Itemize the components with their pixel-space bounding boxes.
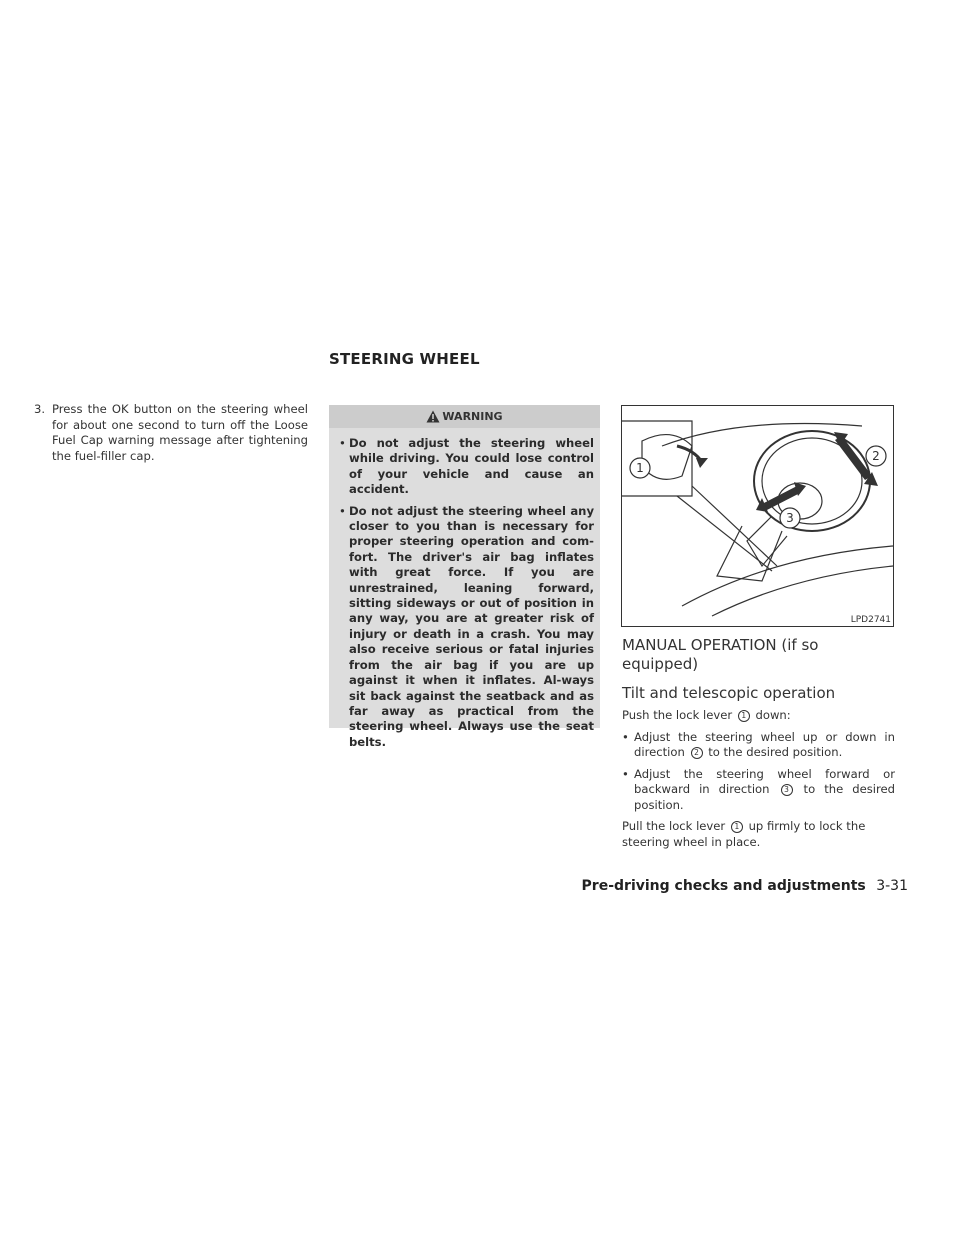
pull-instruction xyxy=(622,819,895,850)
step-3 xyxy=(34,402,308,464)
page-number: 3-31 xyxy=(876,878,908,894)
bullet-2-text: Adjust the steering wheel forward or backward in direction xyxy=(634,766,895,796)
warning-title: WARNING xyxy=(442,410,503,423)
warning-item xyxy=(339,504,594,751)
figure-code: LPD2741 xyxy=(850,615,891,625)
warning-item-text: Do not adjust the steering wheel while driving. You could lose control of your vehicle and cause an accident. xyxy=(349,436,594,497)
callout-2: 2 xyxy=(872,449,880,463)
tilt-heading: Tilt and telescopic operation xyxy=(622,684,836,702)
push-instruction xyxy=(622,708,895,724)
warning-item xyxy=(339,436,594,498)
warning-list xyxy=(329,428,600,750)
callout-ref-1: 1 xyxy=(738,710,750,722)
bullet-item xyxy=(622,730,895,761)
warning-triangle-icon xyxy=(426,410,440,423)
bullet-item xyxy=(622,767,895,814)
section-title: STEERING WHEEL xyxy=(329,350,480,368)
callout-ref-2: 2 xyxy=(691,747,703,759)
step-text: Press the OK button on the steering wheel for about one second to turn off the Loose Fuel Cap warning message after tightening the fuel-filler cap. xyxy=(52,402,308,463)
push-text-after: down: xyxy=(755,708,791,722)
callout-1: 1 xyxy=(636,461,644,475)
steering-wheel-figure xyxy=(621,405,894,627)
warning-header xyxy=(329,405,600,428)
manual-operation-heading: MANUAL OPERATION (if so equipped) xyxy=(622,636,819,673)
push-text: Push the lock lever xyxy=(622,708,733,722)
footer-section: Pre-driving checks and adjustments xyxy=(581,878,866,894)
warning-item-text: Do not adjust the steering wheel any closer to you than is necessary for proper steering operation and com-fort. The driver's air bag inflates with great force. If you are unrestrained, leaning forward, sitting sideways or out of position in any way, you are at greater risk of injury or death in a crash. You may also receive serious or fatal injuries from the air bag if you are up against it when it inflates. Al-ways sit back against the seatback and as far away as practical from the steering wheel. Always use the seat belts. xyxy=(349,503,594,749)
bullet: • xyxy=(622,729,629,744)
step-number: 3. xyxy=(34,402,46,416)
callout-3: 3 xyxy=(786,511,794,525)
callout-ref-1: 1 xyxy=(731,821,743,833)
bullet: • xyxy=(339,503,346,518)
pull-text-after: up firmly to lock the steering wheel in place. xyxy=(622,819,866,849)
warning-box xyxy=(329,405,600,749)
instructions xyxy=(622,708,895,856)
bullet-2-text-after: to the desired position. xyxy=(634,782,896,812)
bullet-1-text: Adjust the steering wheel up or down in direction xyxy=(634,729,895,759)
page-footer xyxy=(582,878,908,894)
pull-text: Pull the lock lever xyxy=(622,819,726,833)
bullet: • xyxy=(622,766,629,781)
bullet-1-text-after: to the desired position. xyxy=(708,745,843,759)
callout-ref-3: 3 xyxy=(781,784,793,796)
bullet: • xyxy=(339,436,346,450)
steering-wheel-illustration xyxy=(622,406,893,626)
